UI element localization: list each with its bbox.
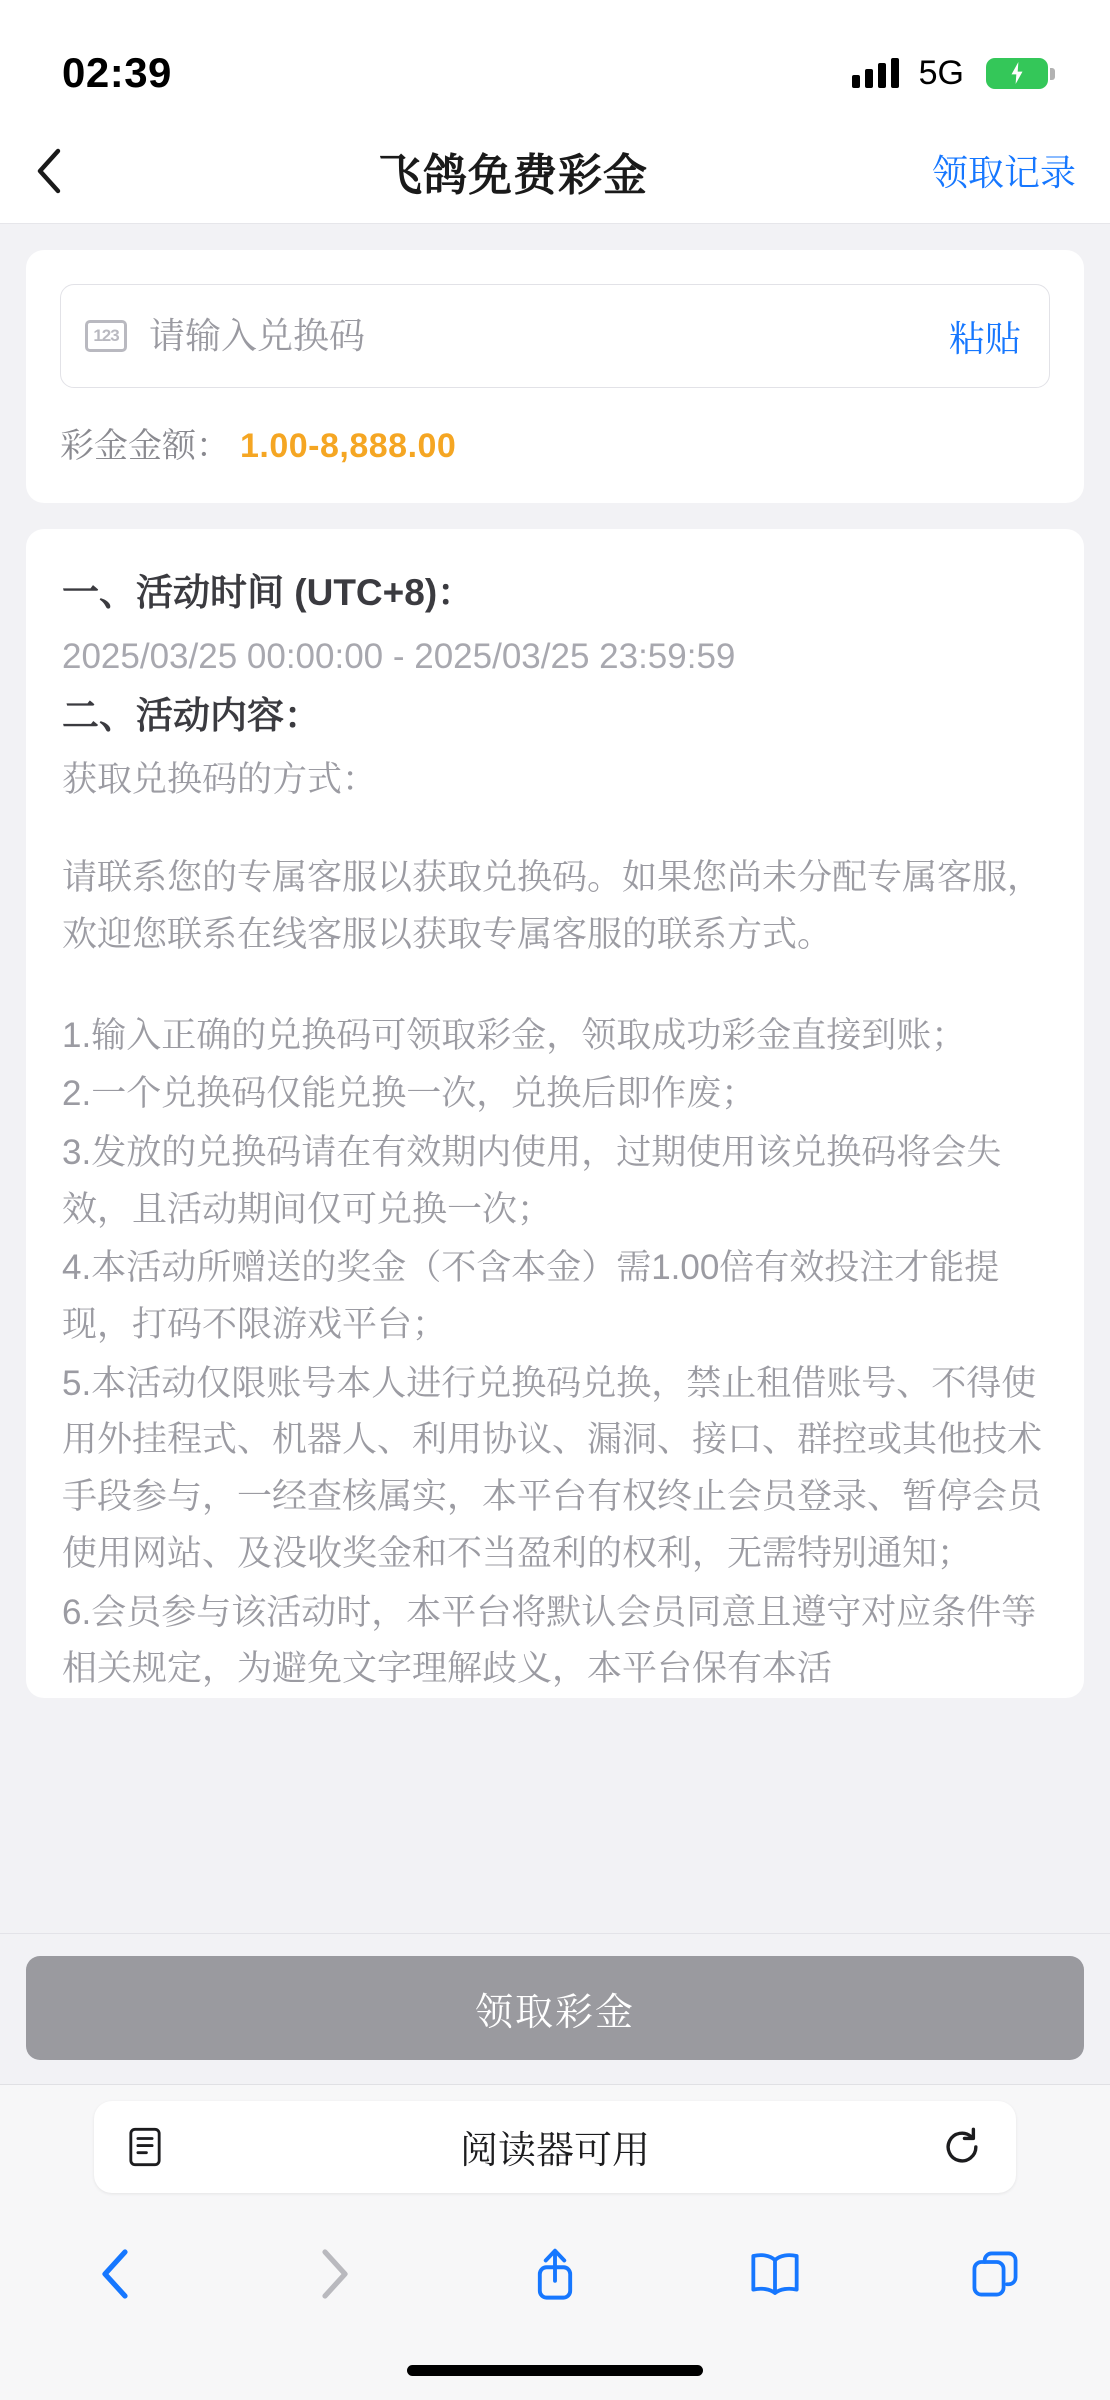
- rules-section1-title: 一、活动时间 (UTC+8)：: [62, 572, 475, 613]
- rules-item-2: 2.一个兑换码仅能兑换一次，兑换后即作废；: [62, 1074, 757, 1114]
- reader-doc-icon[interactable]: [128, 2127, 188, 2167]
- bonus-amount-row: [60, 418, 1050, 467]
- rules-spacer-1: [62, 808, 1048, 850]
- claim-records-link[interactable]: 领取记录: [931, 152, 1076, 193]
- redeem-card: [26, 250, 1084, 503]
- reload-icon: [942, 2127, 982, 2167]
- redeem-code-row[interactable]: [60, 284, 1050, 388]
- tabs-button[interactable]: [950, 2229, 1040, 2319]
- reader-label: 阅读器可用: [459, 2130, 650, 2172]
- battery-charging-icon: [986, 58, 1048, 89]
- reader-doc-glyph: [128, 2127, 162, 2167]
- claim-bonus-button[interactable]: 领取彩金: [26, 1956, 1084, 2060]
- chevron-right-icon: [318, 2248, 352, 2300]
- rules-section2-title: 二、活动内容：: [62, 694, 321, 736]
- paste-button[interactable]: 粘贴: [948, 317, 1021, 359]
- page-title: 飞鸽免费彩金: [377, 150, 648, 200]
- bolt-glyph: [1008, 62, 1026, 84]
- numeric-code-icon: 123: [85, 320, 127, 352]
- chevron-left-icon: [98, 2248, 132, 2300]
- share-button[interactable]: [510, 2229, 600, 2319]
- redeem-code-input[interactable]: [127, 315, 933, 357]
- browser-toolbar: [0, 2208, 1110, 2340]
- bonus-amount-label: 彩金金额：: [60, 427, 230, 465]
- bonus-amount-value: 1.00-8,888.00: [240, 427, 457, 465]
- rules-card: [26, 529, 1084, 1698]
- rules-section1-time: 2025/03/25 00:00:00 - 2025/03/25 23:59:59: [62, 636, 736, 676]
- rules-item-1: 1.输入正确的兑换码可领取彩金，领取成功彩金直接到账；: [62, 1015, 967, 1055]
- rules-item-5: 5.本活动仅限账号本人进行兑换码兑换，禁止租借账号、不得使用外挂程式、机器人、利用协议、漏洞、接口、群控或其他技术手段参与，一经查核属实，本平台有权终止会员登录、暂停会员使用网站、及没收奖金和不当盈利的权利，无需特别通知；: [62, 1363, 1043, 1573]
- home-indicator-area: [0, 2340, 1110, 2400]
- reader-pill[interactable]: [94, 2101, 1016, 2193]
- status-indicators: [852, 54, 1048, 93]
- rules-item-3: 3.发放的兑换码请在有效期内使用，过期使用该兑换码将会失效，且活动期间仅可兑换一次；: [62, 1133, 1002, 1229]
- action-bar: [0, 1933, 1110, 2084]
- rules-section2-lead: 获取兑换码的方式：: [62, 759, 378, 799]
- home-indicator[interactable]: [407, 2365, 703, 2376]
- navigation-bar: [0, 118, 1110, 224]
- share-up-icon: [533, 2247, 577, 2301]
- rules-item-6: 6.会员参与该活动时，本平台将默认会员同意且遵守对应条件等相关规定，为避免文字理解歧义，本平台保有本活: [62, 1592, 1037, 1689]
- rules-item-4: 4.本活动所赠送的奖金（不含本金）需1.00倍有效投注才能提现，打码不限游戏平台；: [62, 1248, 1000, 1345]
- back-button[interactable]: [34, 136, 104, 206]
- reader-availability-bar: [0, 2084, 1110, 2208]
- reload-button[interactable]: [922, 2127, 982, 2167]
- rules-contact-text: 请联系您的专属客服以获取兑换码。如果您尚未分配专属客服，欢迎您联系在线客服以获取专属客服的联系方式。: [62, 858, 1043, 954]
- signal-bars-icon: [852, 58, 899, 88]
- rules-spacer-2: [62, 966, 1048, 1008]
- status-time: 02:39: [62, 49, 172, 96]
- network-type-label: 5G: [918, 53, 964, 92]
- bookmarks-button[interactable]: [730, 2229, 820, 2319]
- tabs-icon: [971, 2250, 1019, 2298]
- browser-forward-button[interactable]: [290, 2229, 380, 2319]
- status-bar: [0, 0, 1110, 118]
- chevron-left-icon: [34, 147, 62, 195]
- book-icon: [749, 2251, 801, 2297]
- page-content: [0, 224, 1110, 1933]
- browser-back-button[interactable]: [70, 2229, 160, 2319]
